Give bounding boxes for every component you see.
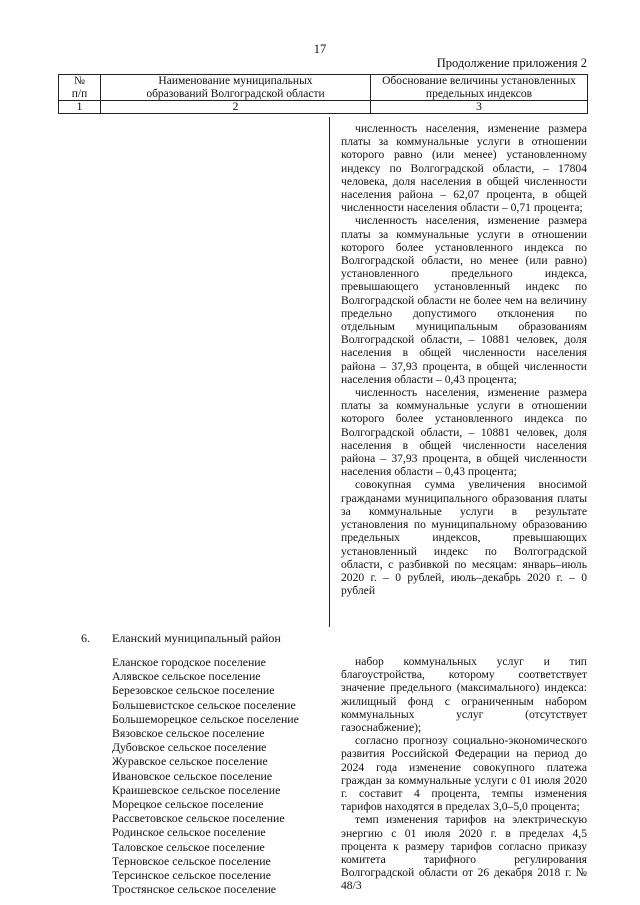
list-item: Родинское сельское поселение bbox=[112, 825, 266, 840]
list-item: Журавское сельское поселение bbox=[112, 754, 268, 769]
district-name: Еланский муниципальный район bbox=[112, 631, 281, 645]
header-name-line2: образований Волгоградской области bbox=[146, 87, 325, 100]
list-item: Алявское сельское поселение bbox=[112, 669, 261, 684]
list-item: Березовское сельское поселение bbox=[112, 683, 275, 698]
list-item: Рассветовское сельское поселение bbox=[112, 811, 285, 826]
list-item: Терновское сельское поселение bbox=[112, 853, 271, 868]
page-number: 17 bbox=[313, 42, 327, 56]
header-justification-cell bbox=[371, 75, 588, 101]
list-item: Краишевское сельское поселение bbox=[112, 782, 281, 797]
list-item: Морецкое сельское поселение bbox=[112, 797, 264, 812]
paragraph: численность населения, изменение размера платы за коммунальные услуги в отношении которого более установленного индекса по Волгоградской области, но менее (или равно) установленного предельного индекса, превышающего установленный индекс по Волгоградской области не более чем на величину предельно допустимого отклонения по отдельным муниципальным образованиям Волгоградской области, – 10881 человек, доля населения в общей численности населения района – 37,93 процента, в общей численности населения области – 0,43 процента; bbox=[341, 214, 587, 386]
continuation-label: Продолжение приложения 2 bbox=[436, 56, 587, 70]
paragraph: совокупная сумма увеличения вносимой гражданами муниципального образования платы за коммунальные услуги в результате установления по муниципальному образованию предельных индексов, превышающих установленный индекс по Волгоградской области, с разбивкой по месяцам: январь–июль 2020 г. – 0 рублей, июль–декабрь 2020 г. – 0 рублей bbox=[341, 478, 587, 598]
header-name-cell bbox=[101, 75, 371, 101]
paragraph: численность населения, изменение размера платы за коммунальные услуги в отношении которого равно (или менее) установленному индексу по Волгоградской области, – 17804 человека, доля населения в общей численности населения района – 62,07 процента, в общей численности населения области – 0,71 процента; bbox=[341, 122, 587, 215]
header-name-line1: Наименование муниципальных bbox=[158, 75, 313, 87]
column-divider bbox=[329, 117, 330, 627]
column-number-1: 1 bbox=[59, 101, 101, 114]
district-justification bbox=[341, 655, 587, 893]
header-number-cell bbox=[59, 75, 101, 101]
list-item: Дубовское сельское поселение bbox=[112, 740, 267, 755]
list-item: Еланское городское поселение bbox=[112, 655, 266, 669]
header-row bbox=[59, 75, 588, 101]
header-number-line1: № bbox=[74, 75, 85, 87]
paragraph: численность населения, изменение размера платы за коммунальные услуги в отношении которого более установленного индекса по Волгоградской области, – 10881 человек, доля населения в общей численности населения района – 37,93 процента, в общей численности населения области – 0,43 процента; bbox=[341, 386, 587, 479]
list-item: Вязовское сельское поселение bbox=[112, 726, 265, 741]
header-number-line2: п/п bbox=[71, 87, 88, 100]
header-justification-line2: предельных индексов bbox=[425, 87, 533, 100]
column-number-3: 3 bbox=[371, 101, 588, 114]
list-item: Терсинское сельское поселение bbox=[112, 868, 271, 883]
paragraph: темп изменения тарифов на электрическую энергию с 01 июля 2020 г. в пределах 4,5 процента к размеру тарифов согласно приказу комитета тарифного регулирования Волгоградской области от 26 декабря 2018 г. № 48/3 bbox=[341, 813, 587, 893]
column-numbers-row bbox=[59, 101, 588, 114]
row-number: 6. bbox=[81, 631, 90, 645]
column-number-2: 2 bbox=[101, 101, 371, 114]
list-item: Ивановское сельское поселение bbox=[112, 768, 273, 783]
list-item: Большевистское сельское поселение bbox=[112, 697, 296, 712]
list-item: Таловское сельское поселение bbox=[112, 839, 265, 854]
header-justification-line1: Обоснование величины установленных bbox=[382, 75, 576, 87]
justification-continuation bbox=[341, 122, 587, 597]
settlement-list bbox=[112, 655, 299, 896]
paragraph: набор коммунальных услуг и тип благоустройства, которому соответствует значение предельного (максимального) индекса: жилищный фонд с ограниченным набором коммунальных услуг (отсутствует газоснабжение); bbox=[341, 655, 587, 735]
table-header bbox=[58, 74, 588, 114]
paragraph: согласно прогнозу социально-экономического развития Российской Федерации на период до 2024 года изменение совокупного платежа граждан за коммунальные услуги с 01 июля 2020 г. составит 4 процента, темпы изменения тарифов находятся в пределах 3,0–5,0 процента; bbox=[341, 734, 587, 814]
list-item: Тростянское сельское поселение bbox=[112, 882, 277, 897]
list-item: Большеморецкое сельское поселение bbox=[112, 711, 299, 726]
